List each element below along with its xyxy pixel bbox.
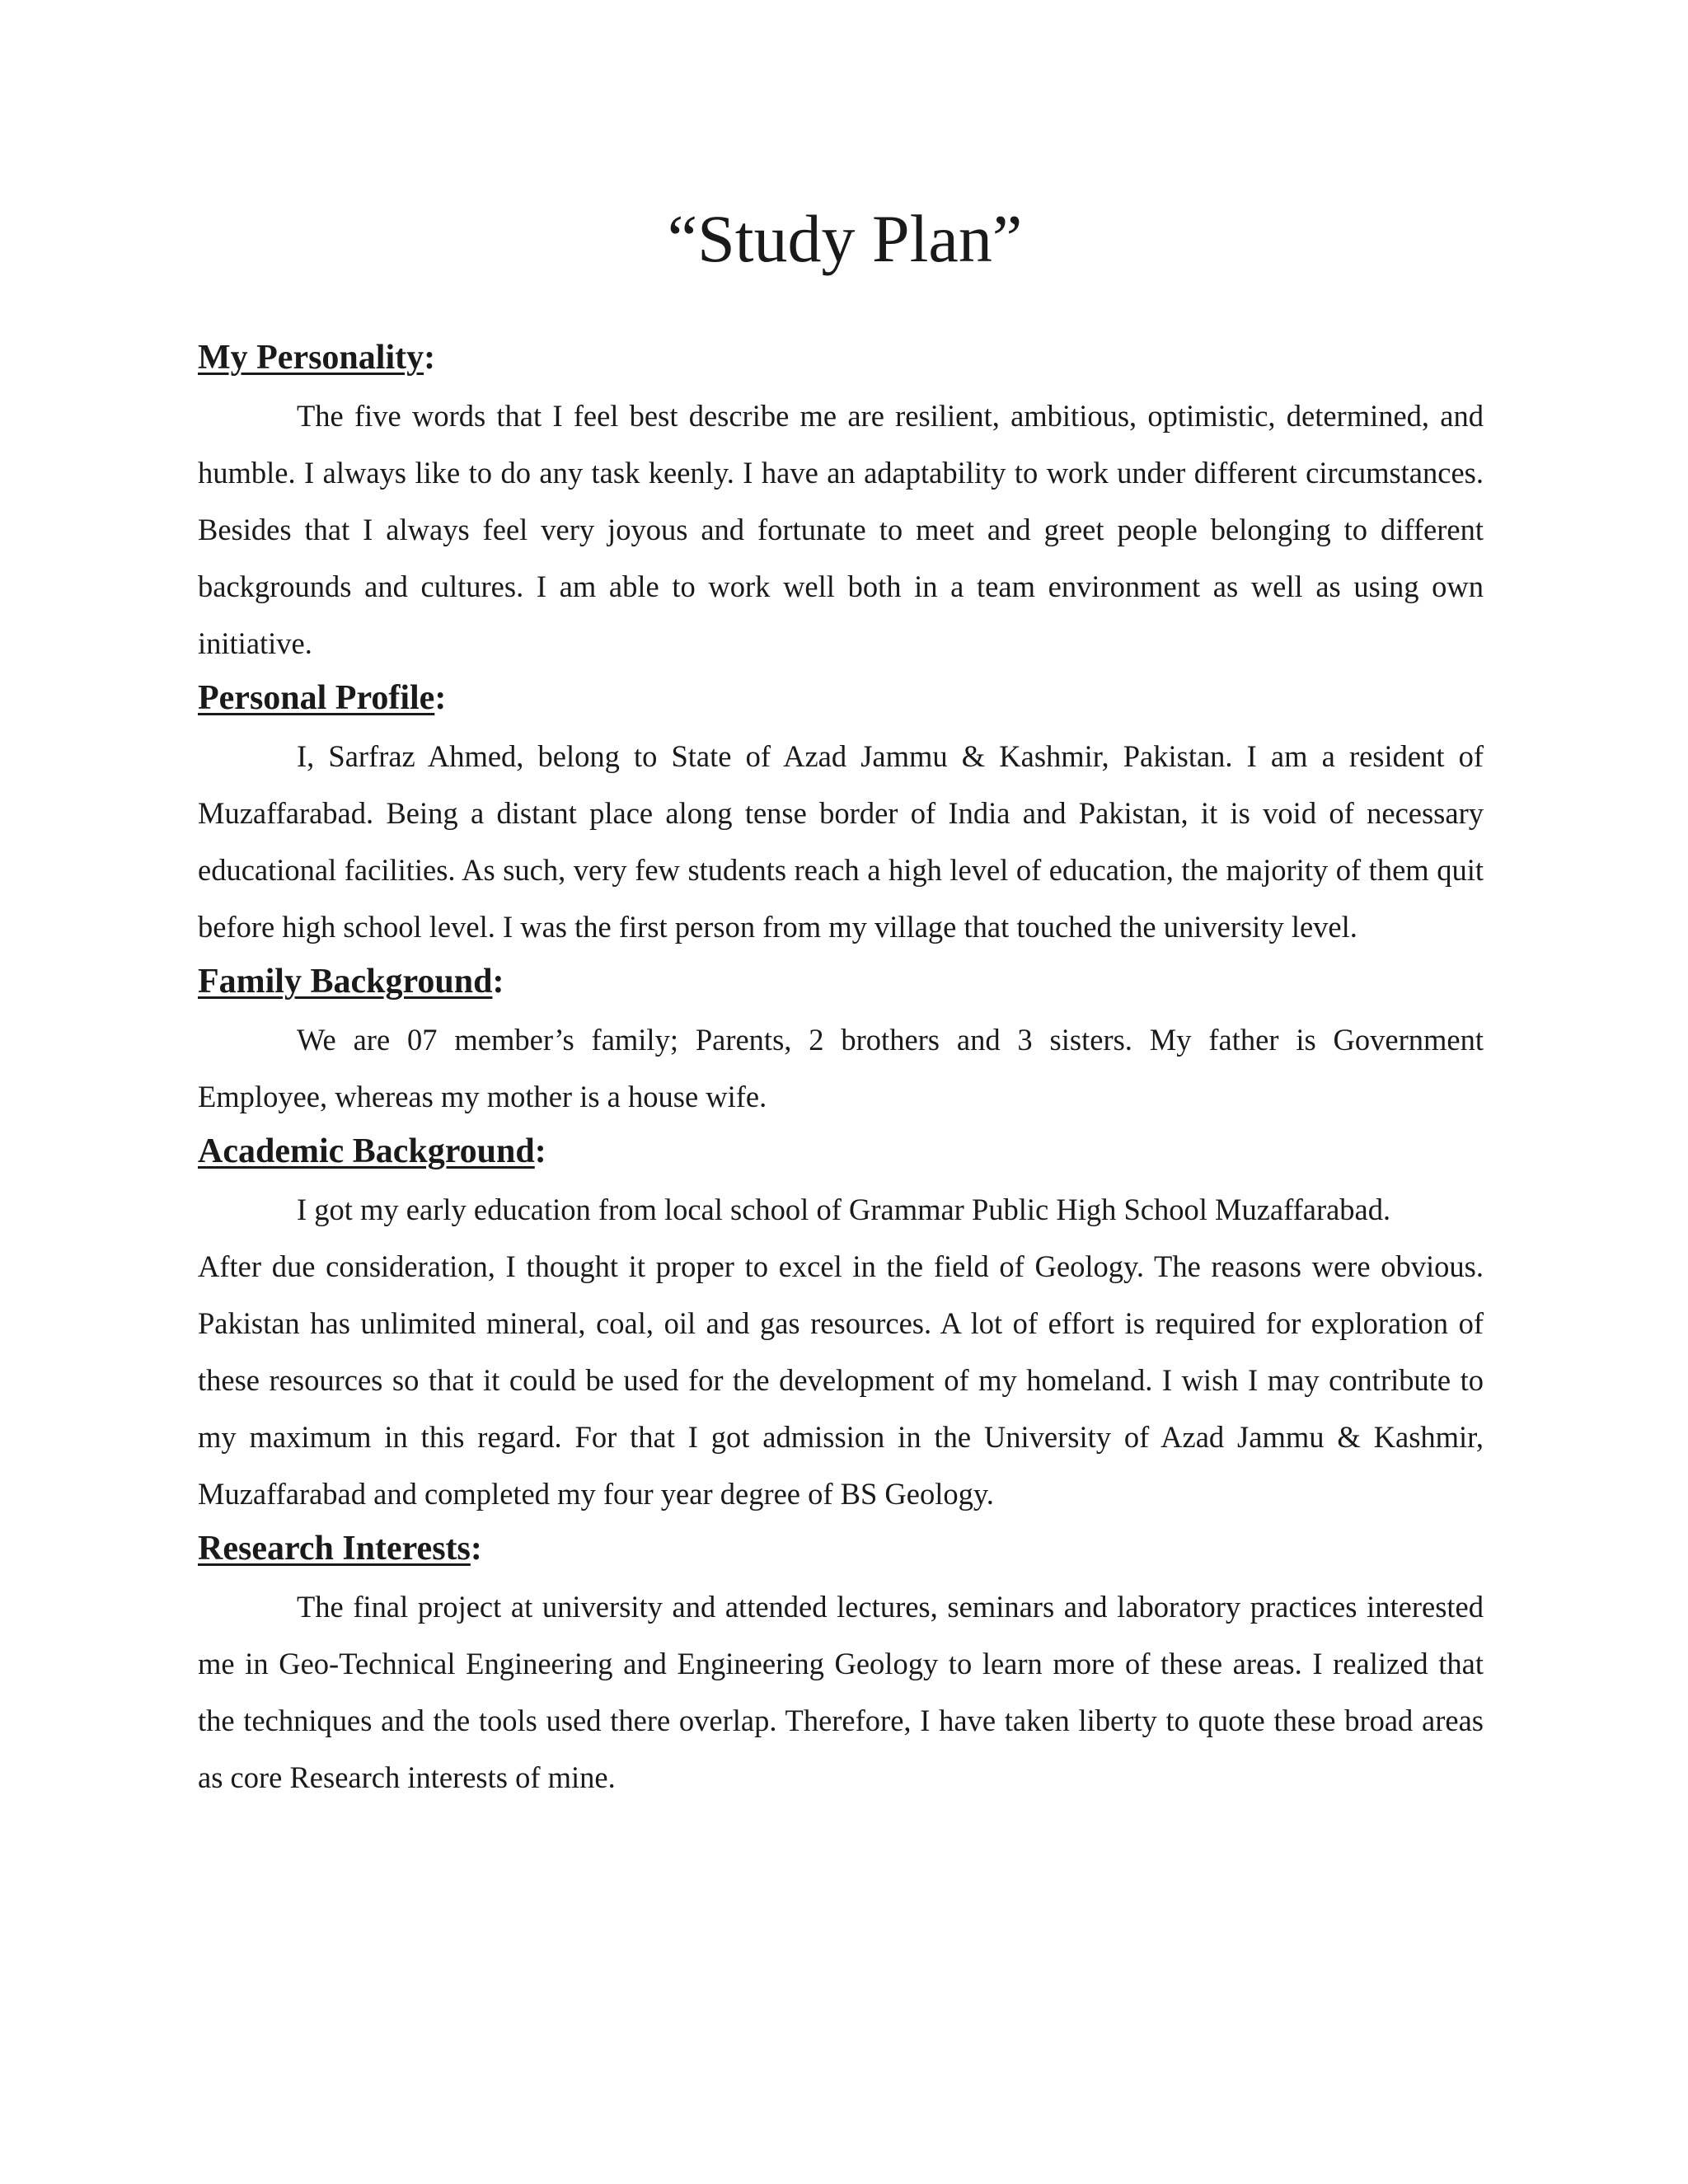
document-title: “Study Plan” — [667, 201, 1023, 276]
section-paragraph: We are 07 member’s family; Parents, 2 brothers and 3 sisters. My father is Government Employee, whereas my mother is a house wife. — [198, 1023, 1484, 1113]
section-research-interests — [198, 1527, 1484, 1806]
section-heading-text: Personal Profile — [198, 679, 435, 717]
heading-colon: : — [534, 1132, 546, 1170]
section-heading-text: Family Background — [198, 963, 493, 1001]
section-heading-text: Research Interests — [198, 1530, 471, 1568]
section-paragraph: After due consideration, I thought it proper to excel in the field of Geology. The reasons were obvious. Pakistan has unlimited mineral, coal, oil and gas resources. A lot of effort is required for exploration of these resources so that it could be used for the development of my homeland. I wish I may contribute to my maximum in this regard. For that I got admission in the University of Azad Jammu & Kashmir, Muzaffarabad and completed my four year degree of BS Geology. — [198, 1249, 1484, 1511]
section-paragraph: I, Sarfraz Ahmed, belong to State of Azad Jammu & Kashmir, Pakistan. I am a resident of Muzaffarabad. Being a distant place along tense border of India and Pakistan, it is void of necessary educational facilities. As such, very few students reach a high level of education, the majority of them quit before high school level. I was the first person from my village that touched the university level. — [198, 739, 1484, 944]
section-heading — [198, 1130, 1484, 1173]
section-heading — [198, 1527, 1484, 1570]
heading-colon: : — [492, 963, 504, 1001]
section-paragraph: I got my early education from local school of Grammar Public High School Muzaffarabad. — [297, 1193, 1391, 1226]
section-heading — [198, 960, 1484, 1003]
heading-colon: : — [470, 1530, 482, 1568]
section-heading — [198, 677, 1484, 719]
section-paragraph: The final project at university and attended lectures, seminars and laboratory practices interested me in Geo-Technical Engineering and Engineering Geology to learn more of these areas. I realized that the techniques and the tools used there overlap. Therefore, I have taken liberty to quote these broad areas as core Research interests of mine. — [198, 1590, 1484, 1794]
section-paragraph: The five words that I feel best describe me are resilient, ambitious, optimistic, determined, and humble. I always like to do any task keenly. I have an adaptability to work under different circumstances. Besides that I always feel very joyous and fortunate to meet and greet people belonging to different backgrounds and cultures. I am able to work well both in a team environment as well as using own initiative. — [198, 399, 1484, 660]
document-page — [198, 190, 1484, 1811]
section-heading-text: My Personality — [198, 339, 424, 377]
section-personal-profile — [198, 677, 1484, 955]
section-heading-text: Academic Background — [198, 1132, 535, 1170]
section-heading — [198, 336, 1484, 379]
section-academic-background — [198, 1130, 1484, 1522]
heading-colon: : — [424, 339, 436, 377]
section-my-personality — [198, 336, 1484, 672]
heading-colon: : — [434, 679, 447, 717]
section-family-background — [198, 960, 1484, 1125]
